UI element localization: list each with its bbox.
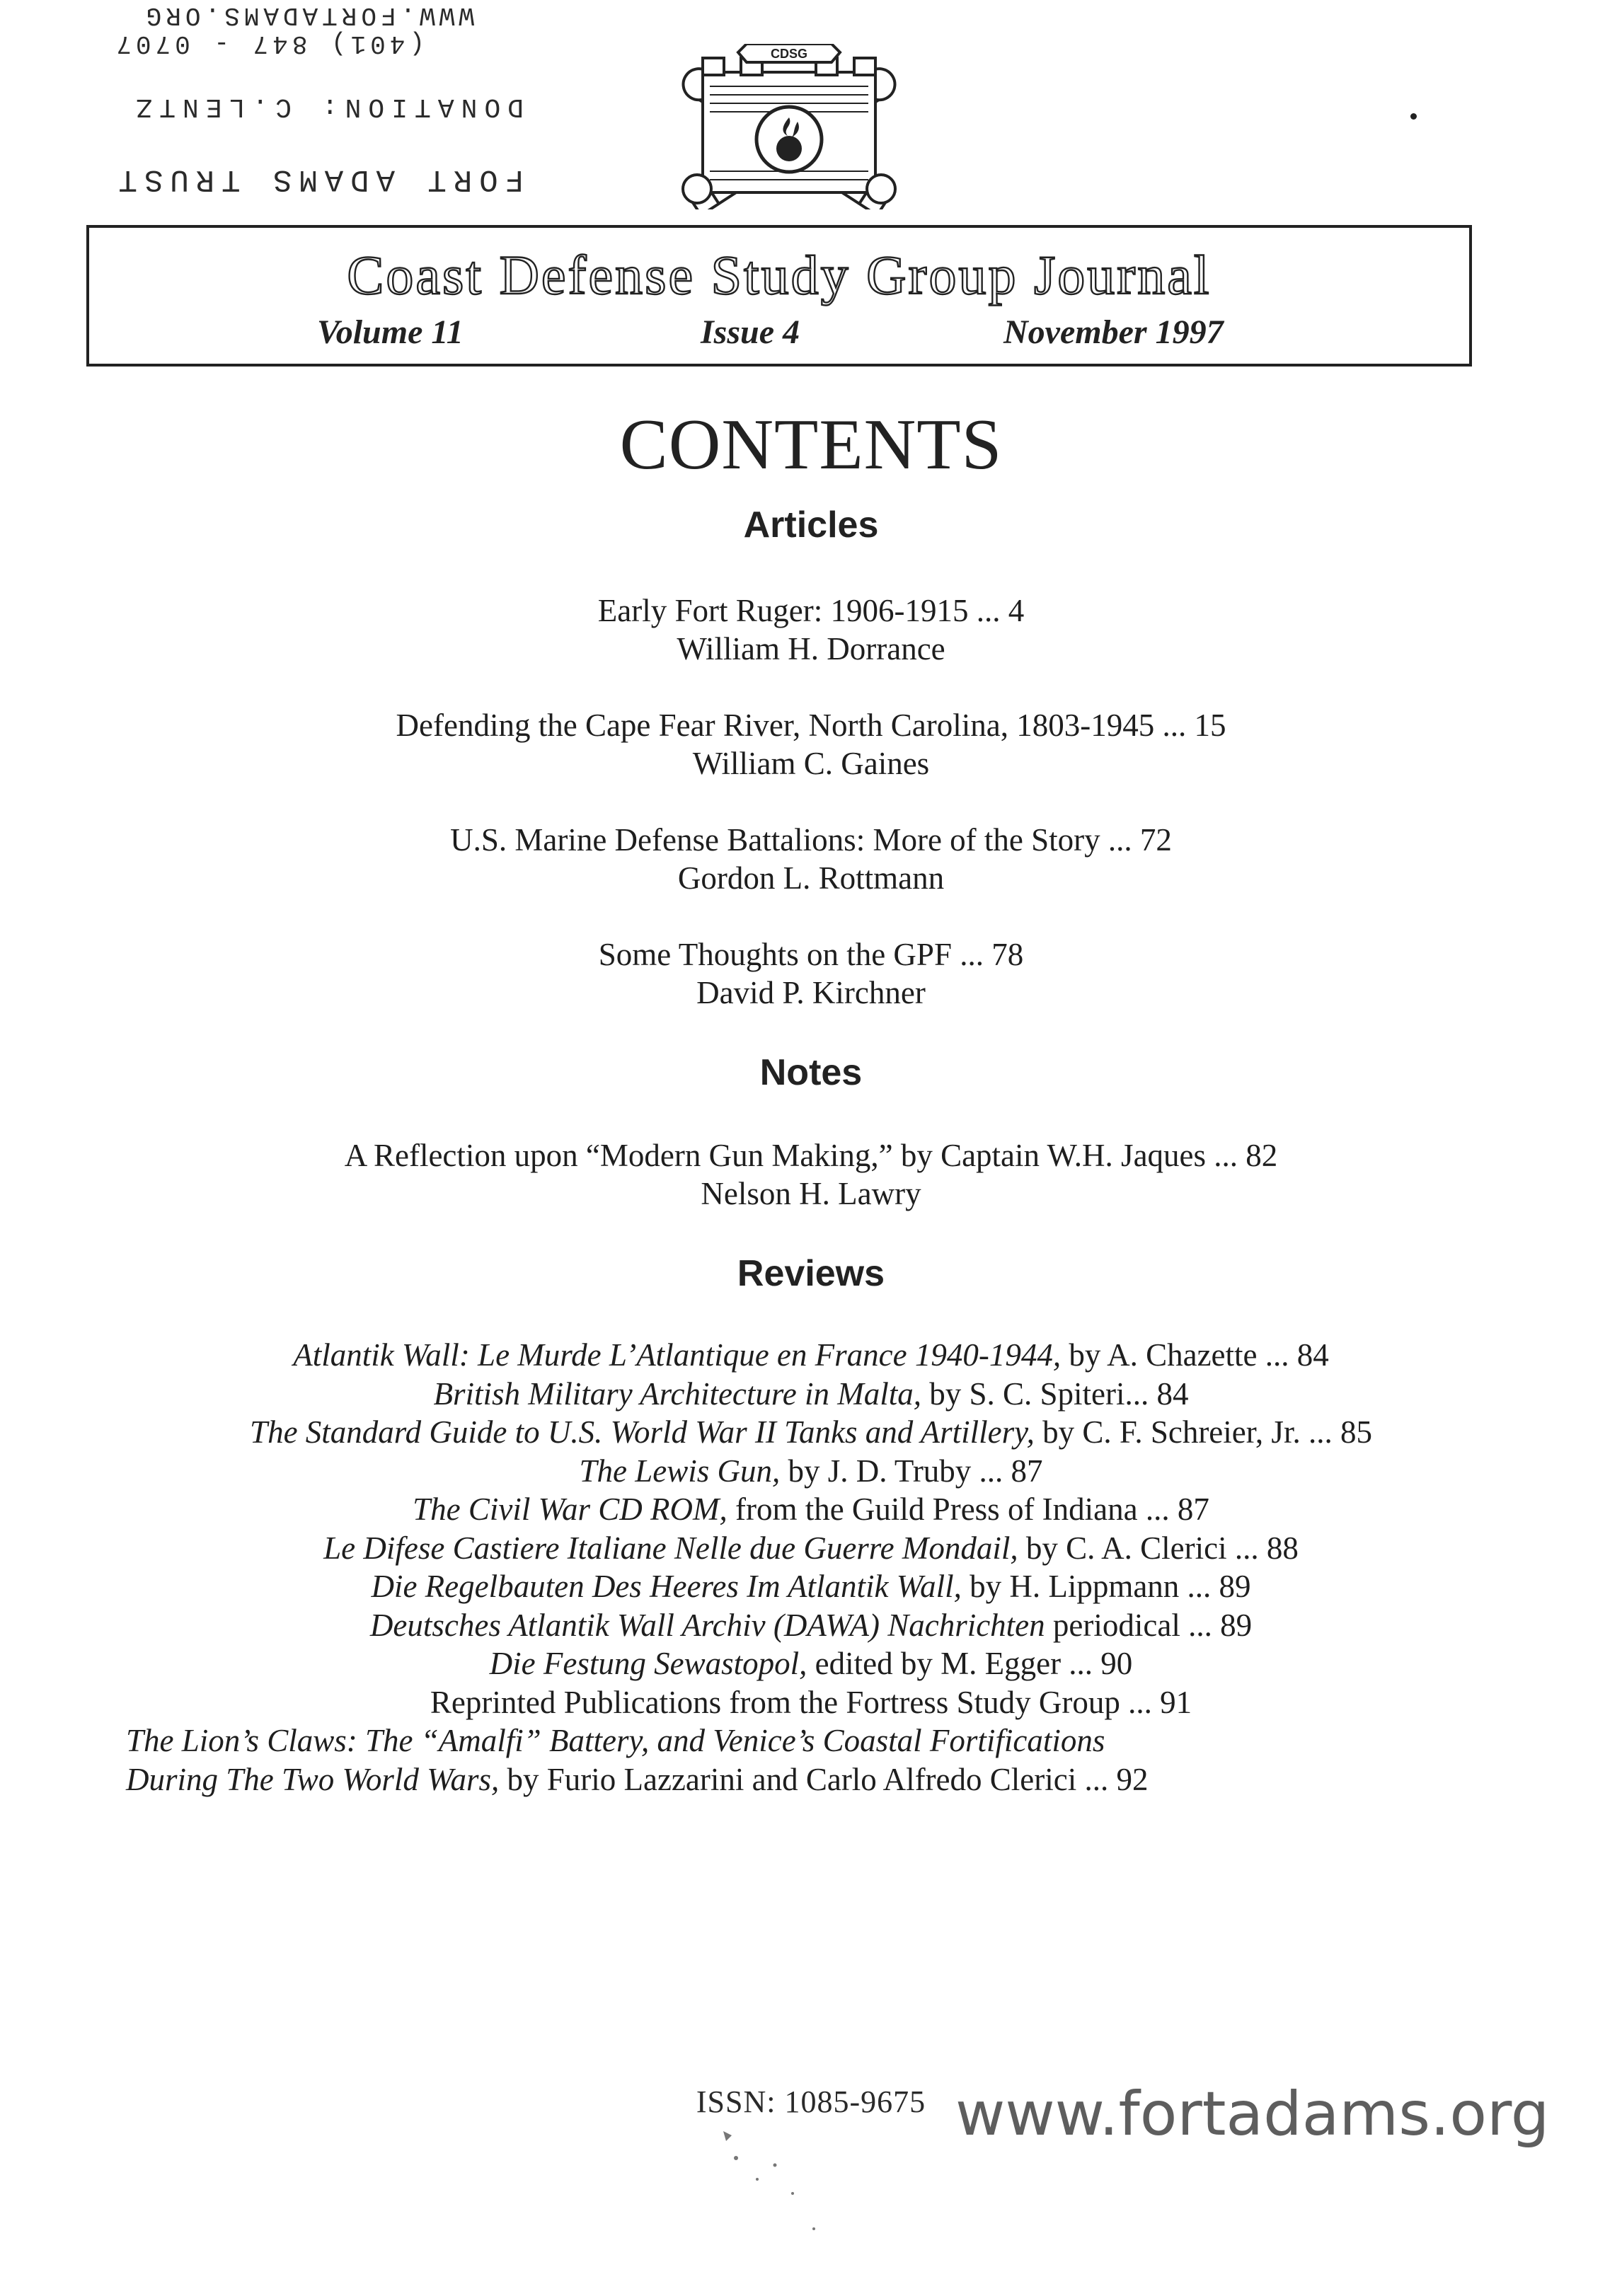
review-item (0, 1490, 1622, 1529)
issue-label: Issue 4 (701, 313, 800, 351)
review-item (0, 1529, 1622, 1568)
note-author: Nelson H. Lawry (701, 1176, 921, 1211)
issue-date: November 1997 (1003, 313, 1224, 351)
review-title: The Lion’s Claws: The “Amalfi” Battery, and Venice’s Coastal Fortifications (126, 1723, 1105, 1758)
review-item (0, 1606, 1622, 1645)
article-title: Early Fort Ruger: 1906-1915 ... 4 (597, 593, 1025, 628)
review-item (0, 1567, 1622, 1606)
review-item (0, 1336, 1622, 1375)
review-title: The Civil War CD ROM, (413, 1492, 727, 1527)
review-detail: by C. F. Schreier, Jr. ... 85 (1034, 1414, 1372, 1450)
review-item (0, 1683, 1622, 1722)
stamp-line: WWW.FORTADAMS.ORG (142, 1, 474, 30)
stamp-line: (401) 847 - 0707 (112, 29, 425, 58)
print-specks (708, 2116, 920, 2292)
article-author: Gordon L. Rottmann (677, 860, 945, 896)
issn: ISSN: 1085-9675 (696, 2084, 926, 2119)
review-title: The Lewis Gun, (579, 1453, 781, 1489)
contents-heading: CONTENTS (619, 405, 1003, 485)
review-title: The Standard Guide to U.S. World War II Tanks and Artillery, (250, 1414, 1035, 1450)
watermark: www.fortadams.org (955, 2079, 1550, 2150)
review-item (0, 1760, 1622, 1799)
notes-heading: Notes (759, 1052, 863, 1093)
article-title: Defending the Cape Fear River, North Carolina, 1803-1945 ... 15 (396, 708, 1226, 743)
logo-label: CDSG (770, 47, 808, 61)
review-detail: by A. Chazette ... 84 (1061, 1337, 1329, 1373)
stamp-line: DONATION: C.LENTZ (129, 91, 524, 122)
article-entry (0, 706, 1622, 783)
note-entry (0, 1136, 1622, 1213)
reviews-list (0, 1336, 1622, 1799)
donation-stamp (111, 0, 538, 212)
review-detail: by Furio Lazzarini and Carlo Alfredo Clerici ... 92 (499, 1761, 1149, 1797)
review-title: During The Two World Wars, (126, 1761, 500, 1797)
review-title: Le Difese Castiere Italiane Nelle due Guerre Mondail, (323, 1530, 1018, 1566)
review-detail: by J. D. Truby ... 87 (780, 1453, 1043, 1489)
review-title: Die Regelbauten Des Heeres Im Atlantik Wall, (371, 1569, 962, 1604)
review-detail: Reprinted Publications from the Fortress Study Group ... 91 (430, 1684, 1192, 1720)
article-author: William H. Dorrance (677, 631, 945, 667)
review-detail: periodical ... 89 (1045, 1607, 1253, 1643)
review-title: Atlantik Wall: Le Murde L’Atlantique en France 1940-1944, (293, 1337, 1062, 1373)
review-item (0, 1644, 1622, 1683)
review-title: Die Festung Sewastopol, (489, 1646, 807, 1681)
journal-header-box (86, 225, 1472, 367)
note-title: A Reflection upon “Modern Gun Making,” by Captain W.H. Jaques ... 82 (344, 1138, 1278, 1173)
review-item (0, 1413, 1622, 1452)
review-title: Deutsches Atlantik Wall Archiv (DAWA) Nachrichten (369, 1607, 1045, 1643)
review-item (0, 1452, 1622, 1491)
article-author: William C. Gaines (692, 746, 930, 781)
journal-title: Coast Defense Study Group Journal (347, 244, 1212, 306)
reviews-heading: Reviews (737, 1253, 885, 1294)
article-title: Some Thoughts on the GPF ... 78 (598, 937, 1024, 972)
article-entry (0, 935, 1622, 1012)
article-title: U.S. Marine Defense Battalions: More of the Story ... 72 (450, 822, 1172, 858)
volume-label: Volume 11 (317, 313, 464, 351)
review-detail: by C. A. Clerici ... 88 (1018, 1530, 1299, 1566)
review-title: British Military Architecture in Malta, (433, 1375, 921, 1412)
speck (1410, 113, 1417, 120)
review-detail: by S. C. Spiteri... 84 (921, 1375, 1189, 1412)
stamp-line: FORT ADAMS TRUST (111, 161, 524, 197)
article-entry (0, 592, 1622, 668)
review-detail: from the Guild Press of Indiana ... 87 (727, 1492, 1209, 1527)
article-entry (0, 821, 1622, 897)
review-detail: edited by M. Egger ... 90 (807, 1646, 1133, 1681)
articles-heading: Articles (743, 504, 879, 546)
review-detail: by H. Lippmann ... 89 (961, 1569, 1251, 1604)
article-author: David P. Kirchner (696, 975, 926, 1010)
review-item (0, 1375, 1622, 1414)
cdsg-logo-icon (669, 44, 909, 209)
